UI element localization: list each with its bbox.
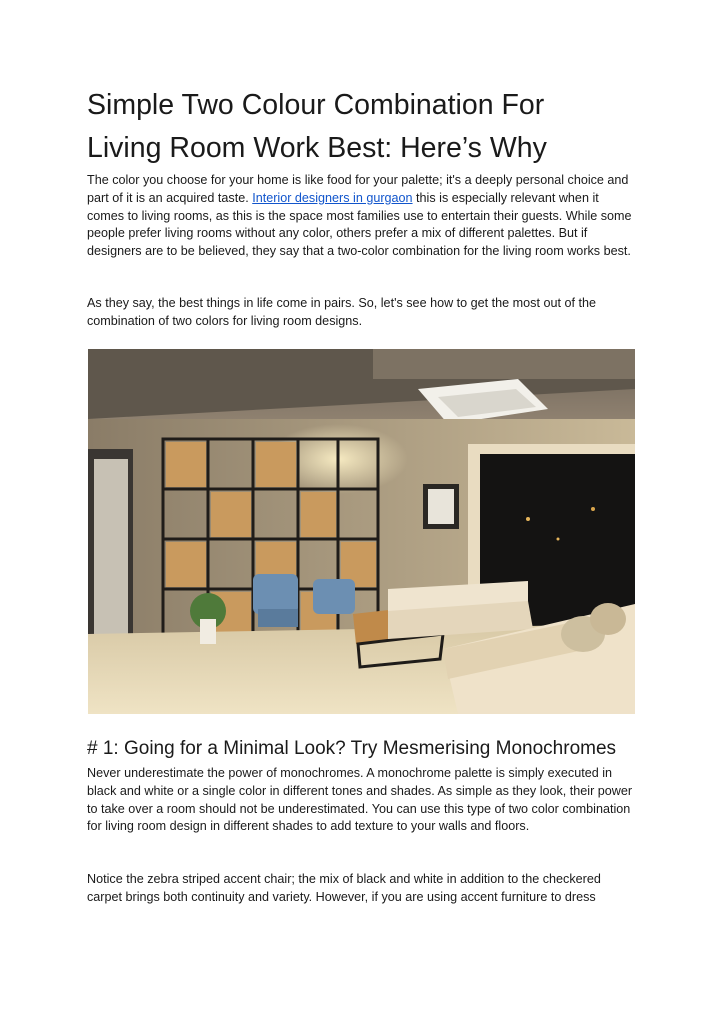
section-heading-monochromes: # 1: Going for a Minimal Look? Try Mesmerising Monochromes xyxy=(87,738,617,759)
intro-paragraph xyxy=(87,172,637,261)
pairs-paragraph: As they say, the best things in life come in pairs. So, let's see how to get the most out of the combination of two colors for living room designs. xyxy=(87,296,596,328)
intro-text-after-link: this is especially relevant when it comes to living rooms, as this is the space most families use to entertain their guests. While some people prefer living rooms without any color, others prefer a mix of different palettes. But if designers are to be believed, they say that a two-color combination for the living room works best. xyxy=(87,190,632,259)
living-room-photo xyxy=(88,349,635,714)
page-title xyxy=(87,84,647,170)
title-line-2: Living Room Work Best: Here’s Why xyxy=(87,132,547,164)
interior-designers-link[interactable]: Interior designers in gurgaon xyxy=(252,190,413,205)
intro-text-before-link: The color you choose for your home is like food for your palette; it's a deeply personal choice and part of it is an acquired taste. xyxy=(87,173,629,205)
monochromes-paragraph: Never underestimate the power of monochromes. A monochrome palette is simply executed in black and white or a single color in different tones and shades. As simple as they look, their power to take over a room should not be underestimated. You can use this type of two color combination for living room design in different shades to add texture to your walls and floors. xyxy=(87,766,633,834)
title-line-1: Simple Two Colour Combination For xyxy=(87,89,545,121)
zebra-chair-paragraph: Notice the zebra striped accent chair; the mix of black and white in addition to the checkered carpet brings both continuity and variety. However, if you are using accent furniture to dress xyxy=(87,872,601,904)
